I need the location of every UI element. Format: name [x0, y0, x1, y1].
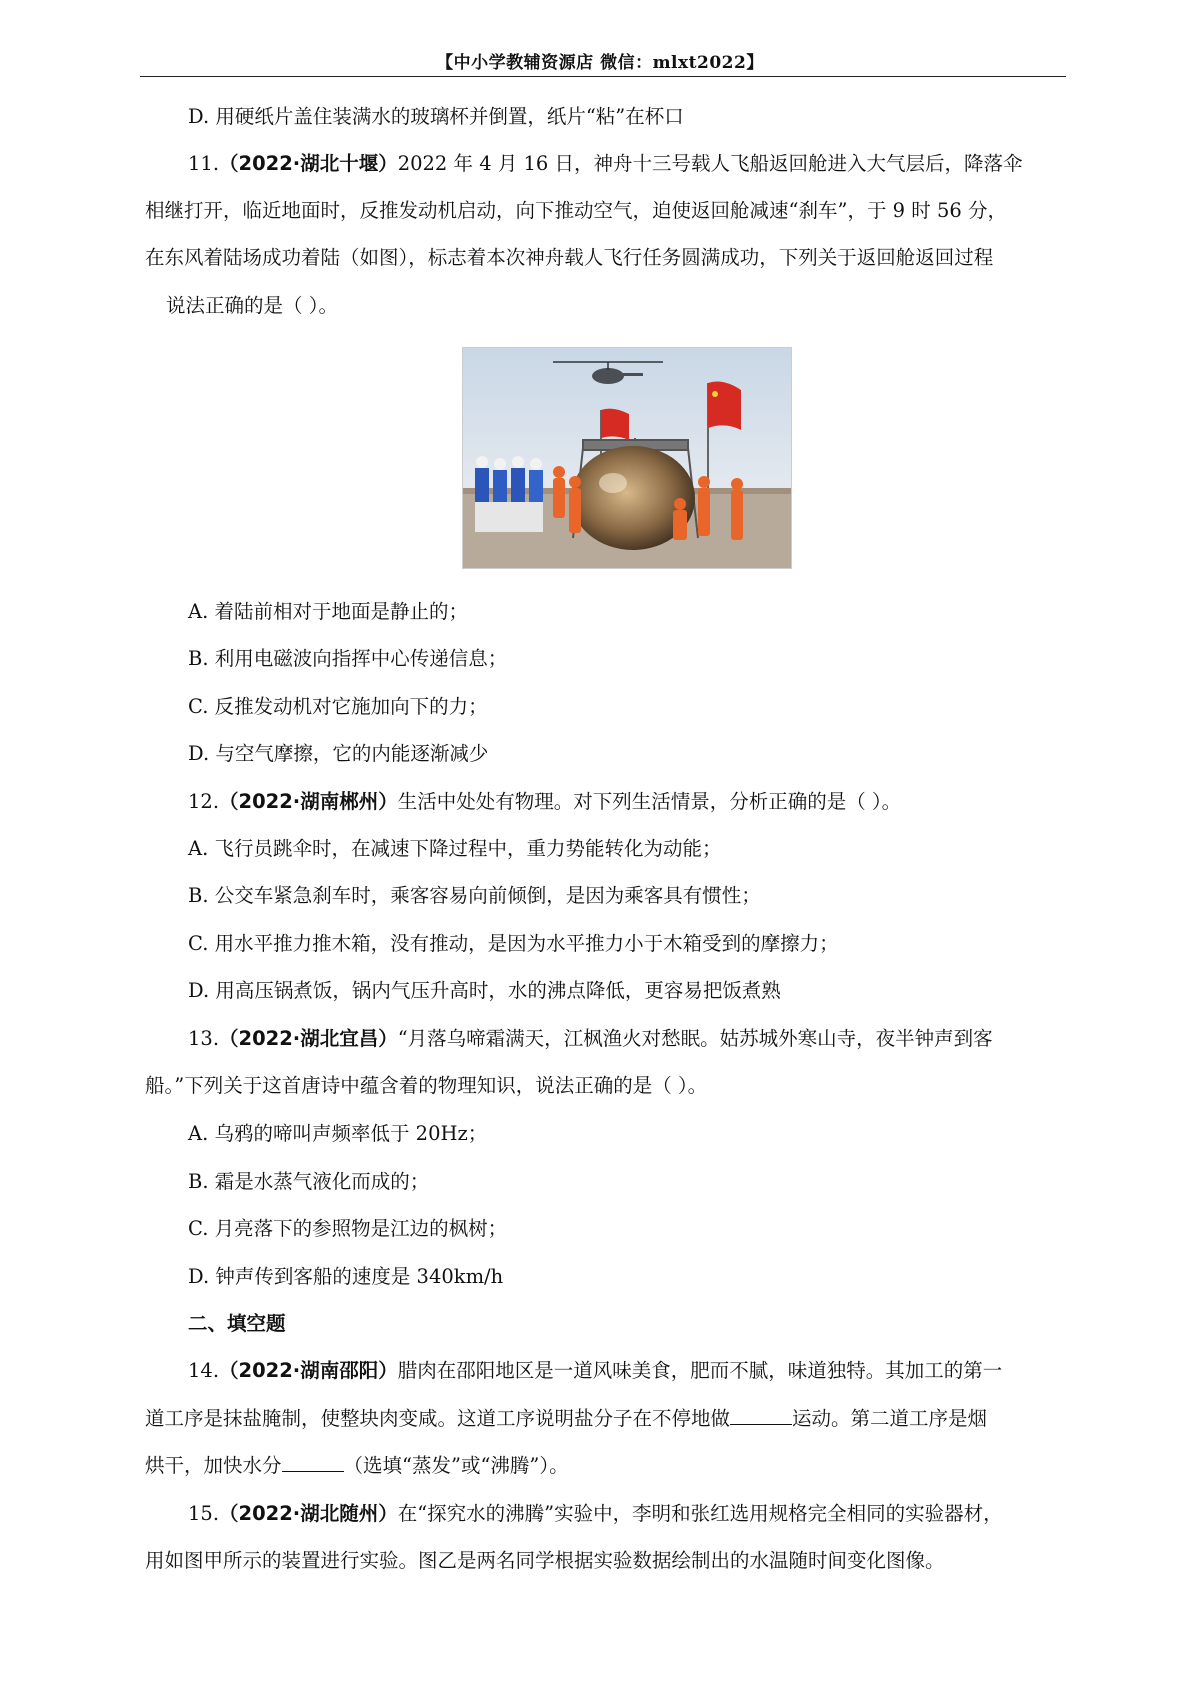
section-title: 二、填空题	[188, 1312, 286, 1335]
q11-line2: 相继打开，临近地面时，反推发动机启动，向下推动空气，迫使返回舱减速“刹车”，于 9 时 56 分，	[145, 199, 1007, 222]
q12-option-a: A. 飞行员跳伞时，在减速下降过程中，重力势能转化为动能；	[188, 837, 722, 860]
q14-source: （2022·湖南邵阳）	[219, 1359, 398, 1382]
q14-number: 14.	[188, 1359, 220, 1382]
q12-text: 生活中处处有物理。对下列生活情景，分析正确的是（ ）。	[397, 790, 902, 813]
page-header: 【中小学教辅资源店 微信：mlxt2022】	[436, 53, 764, 73]
q11-line1	[188, 150, 1108, 178]
q13-source: （2022·湖北宜昌）	[219, 1027, 398, 1050]
q15-text1: 在“探究水的沸腾”实验中，李明和张红选用规格完全相同的实验器材，	[397, 1502, 1003, 1525]
q13-option-a: A. 乌鸦的啼叫声频率低于 20Hz；	[188, 1122, 488, 1145]
q11-line4: 说法正确的是（ ）。	[166, 294, 338, 317]
q14-blank-1	[730, 1406, 792, 1425]
q13-line1	[188, 1025, 1108, 1053]
q15-line1	[188, 1500, 1108, 1528]
q10-option-d: D. 用硬纸片盖住装满水的玻璃杯并倒置，纸片“粘”在杯口	[188, 105, 684, 128]
q14-text2a: 道工序是抹盐腌制，使整块肉变咸。这道工序说明盐分子在不停地做	[145, 1407, 731, 1430]
q15-source: （2022·湖北随州）	[219, 1502, 398, 1525]
q11-option-d: D. 与空气摩擦，它的内能逐渐减少	[188, 742, 489, 765]
q13-line2: 船。”下列关于这首唐诗中蕴含着的物理知识，说法正确的是（ ）。	[145, 1074, 708, 1097]
q12-source: （2022·湖南郴州）	[219, 790, 398, 813]
q14-blank-2	[282, 1453, 344, 1472]
q11-line3: 在东风着陆场成功着陆（如图），标志着本次神舟载人飞行任务圆满成功，下列关于返回舱返回过程	[145, 246, 994, 269]
q12-option-c: C. 用水平推力推木箱，没有推动，是因为水平推力小于木箱受到的摩擦力；	[188, 932, 839, 955]
q12-stem	[188, 788, 1108, 816]
q13-option-d: D. 钟声传到客船的速度是 340km/h	[188, 1265, 504, 1288]
q13-number: 13.	[188, 1027, 220, 1050]
q14-text1: 腊肉在邵阳地区是一道风味美食，肥而不腻，味道独特。其加工的第一	[397, 1359, 1003, 1382]
q11-number: 11.	[188, 152, 220, 175]
q11-option-b: B. 利用电磁波向指挥中心传递信息；	[188, 647, 508, 670]
q11-option-c: C. 反推发动机对它施加向下的力；	[188, 695, 488, 718]
q14-line2	[145, 1405, 1065, 1433]
q11-text1: 2022 年 4 月 16 日，神舟十三号载人飞船返回舱进入大气层后，降落伞	[397, 152, 1023, 175]
q15-line2: 用如图甲所示的装置进行实验。图乙是两名同学根据实验数据绘制出的水温随时间变化图像。	[145, 1549, 945, 1572]
q14-line1	[188, 1357, 1108, 1385]
q13-option-b: B. 霜是水蒸气液化而成的；	[188, 1170, 430, 1193]
header-rule	[140, 76, 1066, 77]
q12-option-b: B. 公交车紧急刹车时，乘客容易向前倾倒，是因为乘客具有惯性；	[188, 884, 761, 907]
q13-text1: “月落乌啼霜满天，江枫渔火对愁眠。姑苏城外寒山寺，夜半钟声到客	[397, 1027, 993, 1050]
q13-option-c: C. 月亮落下的参照物是江边的枫树；	[188, 1217, 508, 1240]
q12-number: 12.	[188, 790, 220, 813]
q14-text3a: 烘干，加快水分	[145, 1454, 282, 1477]
q11-source: （2022·湖北十堰）	[219, 152, 398, 175]
q14-line3	[145, 1452, 1065, 1480]
q14-text3b: （选填“蒸发”或“沸腾”）。	[343, 1454, 569, 1477]
q11-option-a: A. 着陆前相对于地面是静止的；	[188, 600, 468, 623]
capsule-landing-photo	[462, 347, 792, 569]
q14-text2b: 运动。第二道工序是烟	[792, 1407, 988, 1430]
q12-option-d: D. 用高压锅煮饭，锅内气压升高时，水的沸点降低，更容易把饭煮熟	[188, 979, 781, 1002]
q15-number: 15.	[188, 1502, 220, 1525]
